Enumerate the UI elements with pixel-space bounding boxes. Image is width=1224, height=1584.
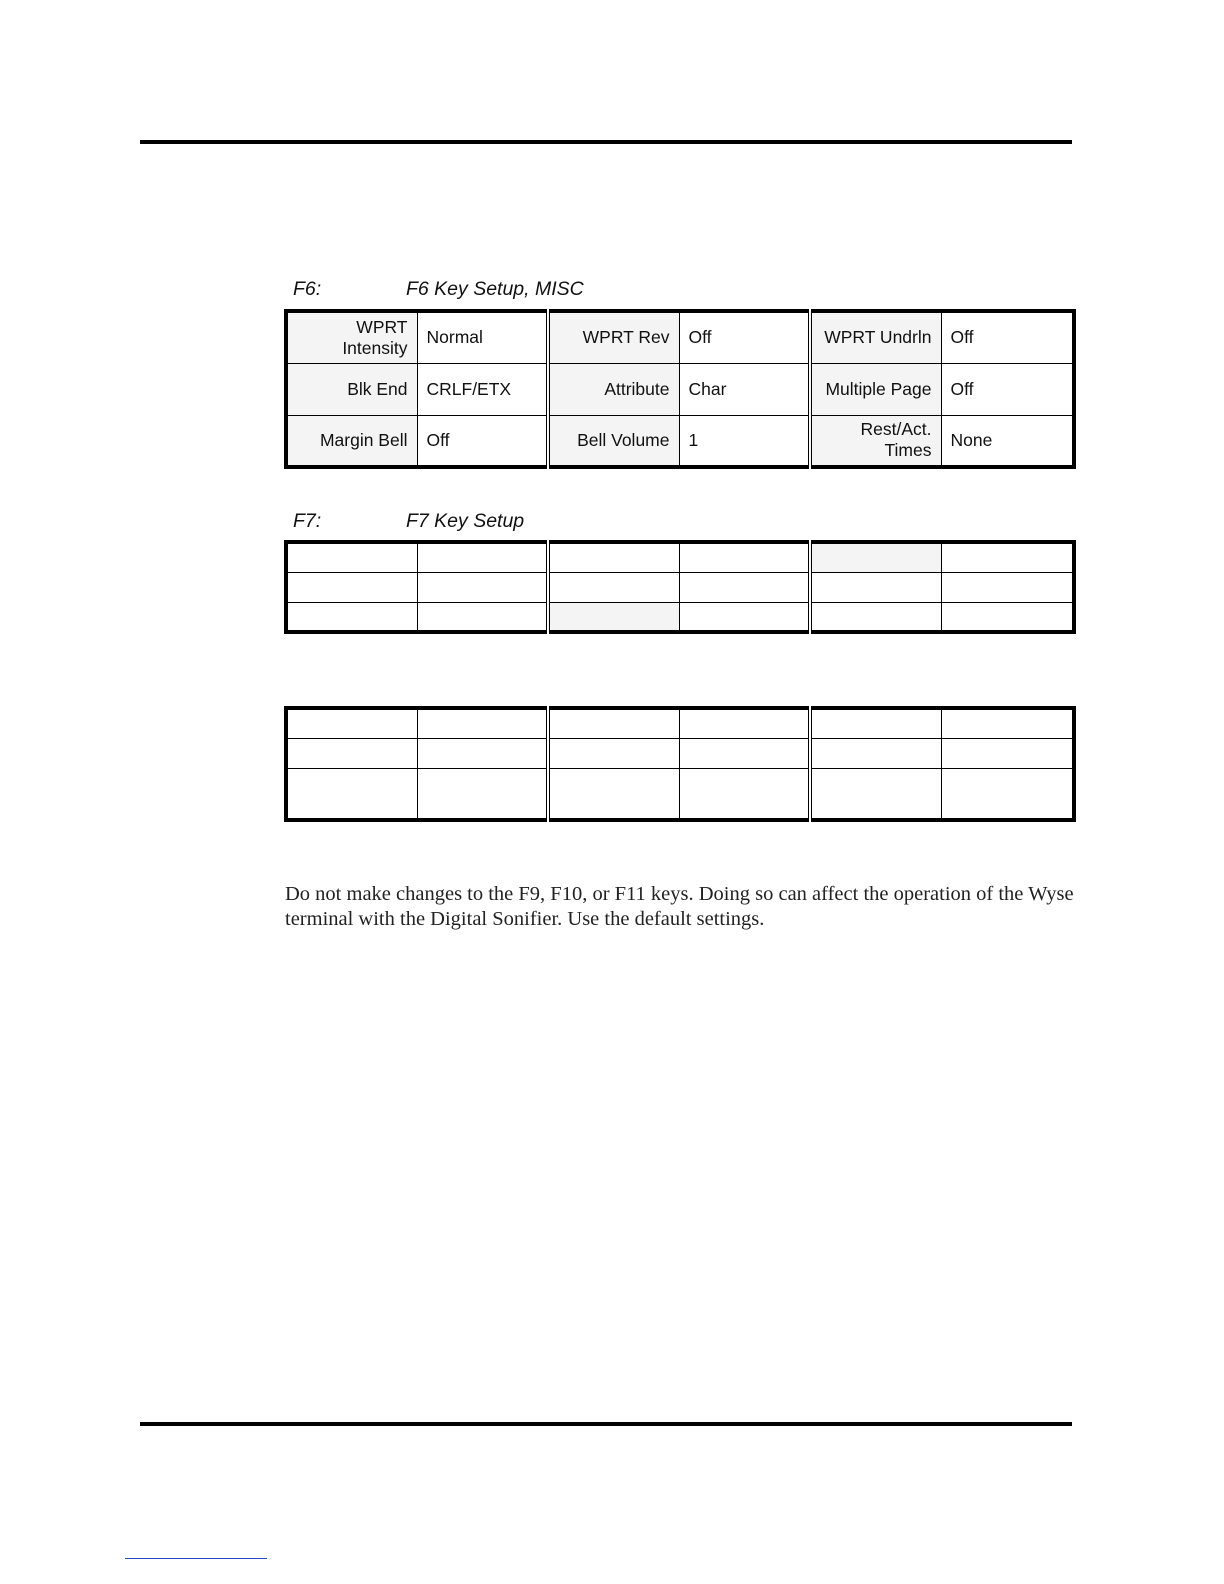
table-cell (810, 572, 941, 602)
setting-label: Margin Bell (286, 415, 417, 467)
table-cell (941, 768, 1074, 820)
f7-settings-table (284, 540, 1076, 634)
table-cell (548, 708, 679, 738)
table-cell (941, 572, 1074, 602)
setting-value: Off (417, 415, 548, 467)
f7-caption-key: F7: (293, 510, 322, 532)
table-cell (810, 768, 941, 820)
table-cell (941, 708, 1074, 738)
table-row (286, 768, 1074, 820)
table-cell (286, 572, 417, 602)
setting-value: Char (679, 363, 810, 415)
table-cell (679, 602, 810, 632)
f6-caption-title: F6 Key Setup, MISC (406, 278, 584, 300)
setting-value: CRLF/ETX (417, 363, 548, 415)
table-cell (417, 572, 548, 602)
table-cell (679, 768, 810, 820)
setting-value: Normal (417, 311, 548, 363)
table-row (286, 542, 1074, 572)
table-cell (548, 738, 679, 768)
table-cell (417, 708, 548, 738)
blank-settings-table (284, 706, 1076, 822)
footer-rule (140, 1422, 1072, 1426)
setting-value: 1 (679, 415, 810, 467)
setting-label: WPRT Undrln (810, 311, 941, 363)
setting-value: Off (679, 311, 810, 363)
table-row (286, 572, 1074, 602)
table-cell (548, 768, 679, 820)
table-cell (679, 738, 810, 768)
table-cell (810, 738, 941, 768)
table-cell (941, 542, 1074, 572)
table-cell (286, 738, 417, 768)
setting-value: Off (941, 363, 1074, 415)
table-cell (679, 708, 810, 738)
setting-value: Off (941, 311, 1074, 363)
table-row (286, 602, 1074, 632)
table-cell (417, 768, 548, 820)
table-cell (286, 542, 417, 572)
setting-label: Blk End (286, 363, 417, 415)
table-cell (286, 602, 417, 632)
setting-label: Attribute (548, 363, 679, 415)
setting-label: WPRT Rev (548, 311, 679, 363)
f7-caption-title: F7 Key Setup (406, 510, 525, 532)
setting-label: Multiple Page (810, 363, 941, 415)
setting-label: Bell Volume (548, 415, 679, 467)
table-cell (941, 738, 1074, 768)
table-cell (286, 768, 417, 820)
table-row (286, 415, 1074, 467)
setting-label: Rest/Act. Times (810, 415, 941, 467)
table-row (286, 363, 1074, 415)
function-keys-note: Do not make changes to the F9, F10, or F11 keys. Doing so can affect the operation of the Wyse terminal with the Digital Sonifier. Use the default settings. (285, 882, 1074, 930)
table-row (286, 738, 1074, 768)
footnote-separator (125, 1558, 267, 1559)
table-cell (679, 572, 810, 602)
table-cell (548, 572, 679, 602)
table-cell (417, 602, 548, 632)
table-row (286, 708, 1074, 738)
setting-value: None (941, 415, 1074, 467)
f6-caption-key: F6: (293, 278, 322, 300)
table-cell (810, 708, 941, 738)
table-cell (810, 602, 941, 632)
table-cell (417, 542, 548, 572)
table-row (286, 311, 1074, 363)
table-cell (810, 542, 941, 572)
table-cell (941, 602, 1074, 632)
table-cell (417, 738, 548, 768)
table-cell (679, 542, 810, 572)
table-cell (548, 602, 679, 632)
setting-label: WPRT Intensity (286, 311, 417, 363)
table-cell (286, 708, 417, 738)
f6-settings-table (284, 309, 1076, 469)
table-cell (548, 542, 679, 572)
header-rule (140, 140, 1072, 144)
